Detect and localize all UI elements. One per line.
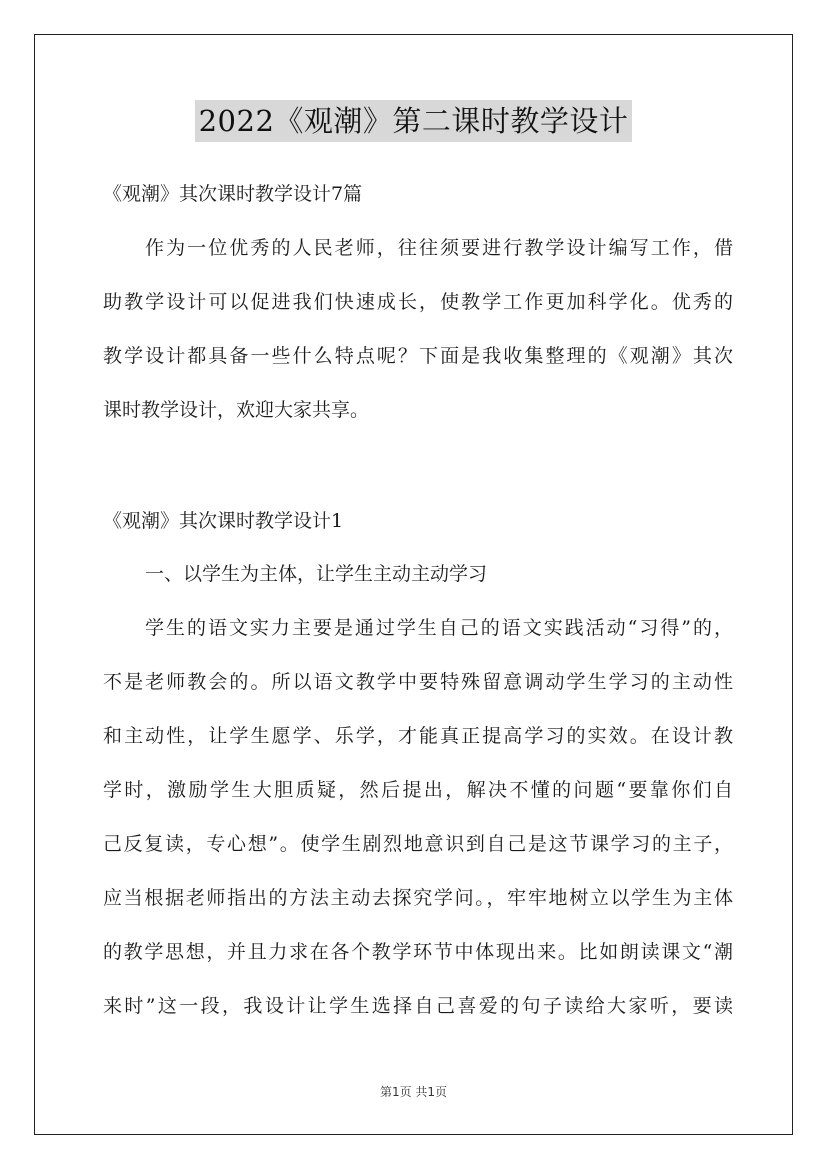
document-title: 2022《观潮》第二课时教学设计	[195, 100, 633, 142]
body-line: 的教学思想，并且力求在各个教学环节中体现出来。比如朗读课文“潮	[103, 941, 733, 963]
point-heading: 一、以学生为主体，让学生主动主动学习	[145, 563, 488, 585]
title-container	[0, 100, 827, 142]
document-subtitle: 《观潮》其次课时教学设计7篇	[103, 183, 363, 205]
body-line: 应当根据老师指出的方法主动去探究学问。，牢牢地树立以学生为主体	[103, 887, 733, 909]
intro-line: 助教学设计可以促进我们快速成长，使教学工作更加科学化。优秀的	[103, 291, 733, 313]
body-line: 和主动性，让学生愿学、乐学，才能真正提高学习的实效。在设计教	[103, 725, 733, 747]
body-line: 学生的语文实力主要是通过学生自己的语文实践活动“习得”的，	[145, 617, 733, 639]
page-footer: 第1页 共1页	[379, 1085, 448, 1099]
section-heading: 《观潮》其次课时教学设计1	[103, 510, 344, 532]
intro-line: 作为一位优秀的人民老师，往往须要进行教学设计编写工作，借	[145, 237, 733, 259]
body-line: 学时，激励学生大胆质疑，然后提出，解决不懂的问题“要靠你们自	[103, 779, 733, 801]
body-line: 己反复读，专心想”。使学生剧烈地意识到自己是这节课学习的主子，	[103, 833, 733, 855]
body-line: 来时”这一段，我设计让学生选择自己喜爱的句子读给大家听，要读	[103, 995, 733, 1017]
intro-line: 课时教学设计，欢迎大家共享。	[103, 399, 370, 421]
body-line: 不是老师教会的。所以语文教学中要特殊留意调动学生学习的主动性	[103, 671, 733, 693]
intro-line: 教学设计都具备一些什么特点呢？下面是我收集整理的《观潮》其次	[103, 345, 733, 367]
